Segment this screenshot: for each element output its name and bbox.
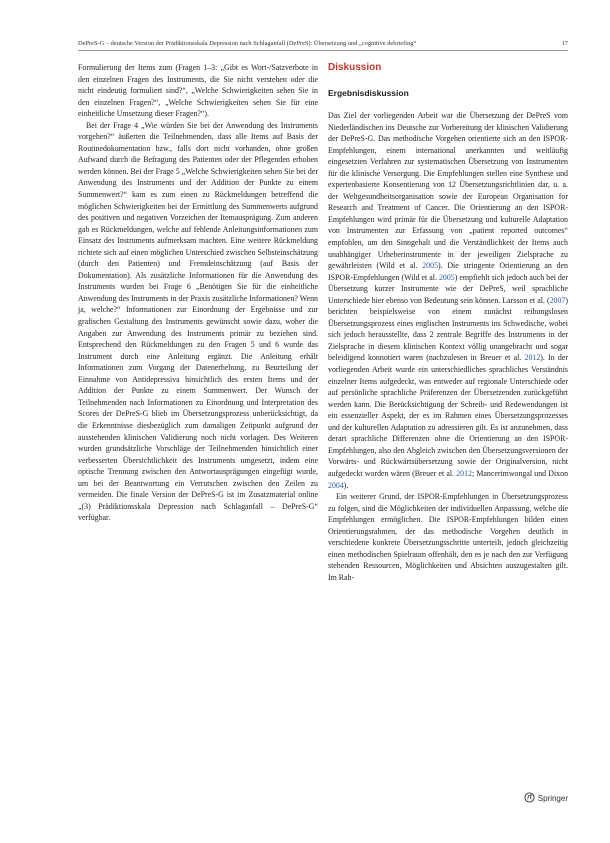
running-title: DePreS-G – deutsche Version der Prädiktionsskala Depression nach Schlaganfall (DePreS): Übersetzung und „cognitive debriefing“ — [78, 40, 417, 47]
citation-link[interactable]: 2005 — [438, 272, 455, 282]
text-run: ) berichten beispielsweise von einem zunächst reibungslosen Übersetzungsprozess eines englischen Instruments ins Schwedische, wobei sich jedoch herausstellte, dass 2 zentrale Begriffe des Instruments in der Zielsprache in diesem klinischen Kontext völlig unangebracht und sogar beleidigend konnotiert waren (nachzulesen in Breuer et al. — [328, 295, 568, 363]
citation-link[interactable]: 2012 — [524, 353, 541, 363]
left-paragraph-1: Formulierung der Items zum (Fragen 1–3: „Gibt es Wort-/Satzverbote in den einzelnen Fragen des Instruments, die Sie nicht verstehen oder die nicht eindeutig formuliert sind?“, „Welche Schwierigkeiten sehen Sie in den einzelnen Fragen?“, „Welche Schwierigkeiten sehen Sie für eine einheitliche Umsetzung dieser Fragen?“). — [78, 63, 318, 119]
text-run: ) empfiehlt sich jedoch auch bei der Übersetzung kurzer Instrumente wie der DePreS, weil sprachliche Unterschiede hier ebenso von Bedeutung sein können. Larsson et al. ( — [328, 272, 568, 305]
citation-link[interactable]: 2007 — [549, 295, 566, 305]
springer-horse-icon — [524, 792, 535, 805]
right-column — [328, 62, 568, 583]
citation-link[interactable]: 2005 — [422, 261, 439, 271]
citation-link[interactable]: 2012 — [456, 468, 472, 478]
citation-link[interactable]: 2004 — [328, 480, 344, 490]
running-header — [78, 40, 568, 51]
text-run: ). In der vorliegenden Arbeit wurde ein unterschiedliches sprachliches Verständnis einzelner Items aufgedeckt, was entweder auf regionale Unterschiede oder auf persönliche sprachliche Präferenzen der Übersetzenden zurückgeführt werden kann. Die Berücksichtigung der Schreib- und Redewendungen ist ein essenzieller Aspekt, der es im Rahmen eines Übersetzungsprozesses und der kulturellen Adaptation zu adressieren gilt. Es ist anzunehmen, dass derart sprachliche Differenzen ohne die Orientierung an den ISPOR-Empfehlungen, also den Abgleich zwischen den Übersetzungsversionen der Vorwärts- und Rückwärtsübersetzung sowie der Originalversion, nicht aufgedeckt worden wären (Breuer et al. — [328, 353, 569, 478]
publisher-name: Springer — [537, 794, 568, 803]
left-paragraph-2: Bei der Frage 4 „Wie würden Sie bei der Anwendung des Instruments vorgehen?“ äußerten die Teilnehmenden, dass alle Items auf Basis der Routinedokumentation bzw., falls dort nicht vorhanden, ohne großen Aufwand durch die Befragung des Patienten oder der Pflegenden erhoben werden können. Bei der Frage 5 „Welche Schwierigkeiten sehen Sie bei der Anwendung des Instruments und der Addition der Punkte zu einem Summenwert?“ kam es zum einen zu Rückmeldungen betreffend die möglichen Schwierigkeiten bei der Ermittlung des Summenwerts aufgrund des positiven und negativen Vorzeichen der Itemausprägung. Zum anderen gab es Rückmeldungen, welche auf fehlende Anleitungsinformationen zum Einsatz des Instruments aufmerksam machten. Eine weitere Rückmeldung richtete sich auf einen möglichen Unterschied zwischen Selbsteinschätzung (durch den Patienten) und Fremdeinschätzung (auf Basis der Dokumentation). Als zusätzliche Informationen für die Anwendung des Instruments wurden bei Frage 6 „Benötigen Sie für die einheitliche Anwendung des Instruments in der Praxis zusätzliche Informationen? Wenn ja, welche?“ Informationen zur Einordnung der Ergebnisse und zur grafischen Gestaltung des Instruments gewünscht sowie dazu, woher die Angaben zur Anwendung des Instruments primär zu beziehen sind. Entsprechend den Rückmeldungen zu den Fragen 5 und 6 wurde das Instrument durch eine Anleitung ergänzt. Die Anleitung erhält Informationen zum Vorgang der Datenerhebung, zu Beurteilung der Einnahme von Antidepressiva hinsichtlich des ersten Items und der Addition der Punkte zu einem Summenwert. Der Wunsch der Teilnehmenden nach Informationen zu Einordnung und Interpretation des Scores der DePreS-G blieb im Übersetzungsprozess unberücksichtigt, da die Erkenntnisse diesbezüglich zum damaligen Zeitpunkt aufgrund der ausstehenden klinischen Validierung noch nicht vorlagen. Des Weiteren wurden grundsätzliche Vorschläge der Teilnehmenden hinsichtlich einer verbesserten Übersichtlichkeit des Instruments umgesetzt, indem eine optische Trennung zwischen den Antwortausprägungen eingefügt wurde, um bei der Beantwortung ein Verrutschen zwischen den Zeilen zu vermeiden. Die finale Version der DePreS-G ist im Zusatzmaterial online „(3) Prädiktionsskala Depression nach Schlaganfall – DePreS-G“ verfügbar. — [78, 120, 318, 523]
subsection-title-ergebnisdiskussion: Ergebnisdiskussion — [328, 88, 409, 98]
text-run: ). — [343, 480, 349, 490]
page-number: 17 — [561, 40, 568, 47]
publisher-logo — [524, 792, 568, 805]
right-paragraph-1 — [328, 110, 568, 491]
right-paragraph-2: Ein weiterer Grund, der ISPOR-Empfehlungen in Übersetzungsprozess zu folgen, sind die Möglichkeiten der individuellen Anpassung, welche die Empfehlungen ermöglichen. Die ISPOR-Empfehlungen bilden einen Orientierungsrahmen, der das methodische Vorgehen deutlich in verschiedene konkrete Übersetzungsschritte unterteilt, jedoch gleichzeitig einen methodischen Spielraum offenhält, den es je nach den zur Verfügung stehenden Ressourcen, Möglichkeiten und Absichten auszugestalten gilt. Im Rah- — [328, 492, 568, 582]
left-column — [78, 62, 318, 524]
text-run: Das Ziel der vorliegenden Arbeit war die Übersetzung der DePreS vom Niederländischen ins Deutsche zur Vorbereitung der klinischen Validierung der DePreS-G. Das methodische Vorgehen orientierte sich an den ISPOR-Empfehlungen, einem international anerkannten und weitläufig eingesetzten Verfahren zur systematischen Übersetzung von Instrumenten für die klinische Versorgung. Die Empfehlungen stellen eine Synthese und expertenbasierte Konsentierung von 12 Übersetzungsrichtlinien dar, u. a. der Weltgesundheitsorganisation sowie der European Organisation for Research and Treatment of Cancer. Die Orientierung an den ISPOR-Empfehlungen wird primär für die Übersetzung und kulturelle Adaptation von Instrumenten zur Erfassung von „patient reported outcomes“ empfohlen, um den Sinngehalt und die Verständlichkeit der Items auch unabhängiger Urheberinstrumente in der jeweiligen Zielsprache zu gewährleisten (Wild et al. — [328, 111, 568, 271]
text-run: ; Mancerimwongal und Dixon — [472, 468, 569, 478]
section-title-diskussion: Diskussion — [328, 62, 382, 73]
text-run: ). Die stringente Orientierung an den ISPOR-Empfehlungen (Wild et al. — [328, 261, 568, 282]
